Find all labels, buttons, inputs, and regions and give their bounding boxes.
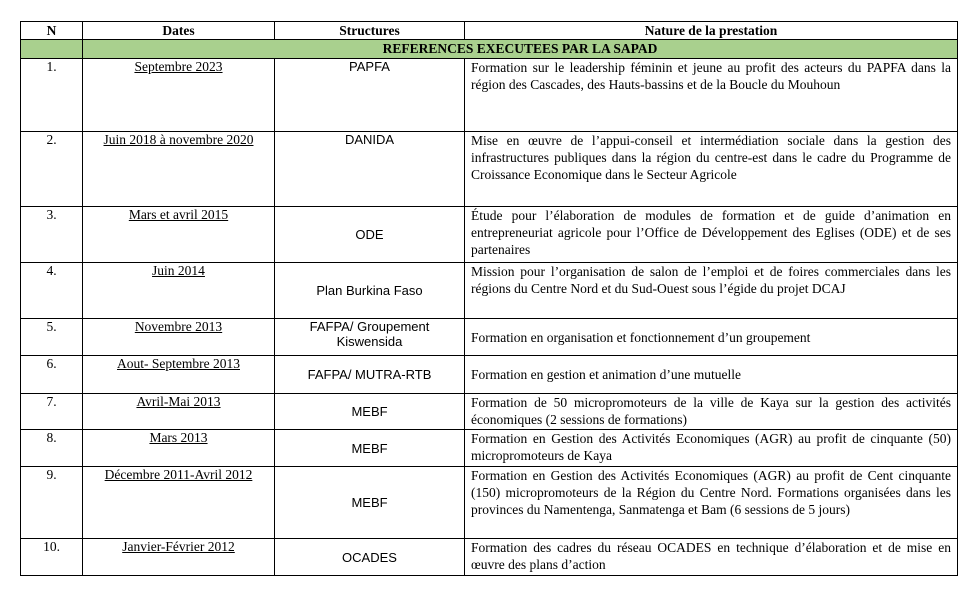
row-nature: Mission pour l’organisation de salon de l’emploi et de foires commerciales dans les régions du Centre Nord et du Sud-Ouest sous l’égide du projet DCAJ [465,263,958,319]
row-structure: OCADES [275,539,465,576]
row-number: 10. [21,539,83,576]
row-structure: MEBF [275,430,465,467]
row-structure: FAFPA/ Groupement Kiswensida [275,319,465,356]
row-structure: DANIDA [275,132,465,207]
section-row [21,40,958,59]
row-nature: Formation en gestion et animation d’une mutuelle [465,356,958,394]
table-row [21,59,958,132]
row-date: Juin 2014 [83,263,275,319]
table-row [21,539,958,576]
row-nature: Étude pour l’élaboration de modules de formation et de guide d’animation en entrepreneuriat agricole pour l’Office de Développement des Eglises (ODE) et de ses partenaires [465,207,958,263]
row-number: 9. [21,467,83,539]
row-date: Mars et avril 2015 [83,207,275,263]
row-date: Novembre 2013 [83,319,275,356]
table-row [21,467,958,539]
row-number: 3. [21,207,83,263]
row-structure: MEBF [275,394,465,430]
header-row [21,22,958,40]
row-date: Aout- Septembre 2013 [83,356,275,394]
row-date: Septembre 2023 [83,59,275,132]
row-number: 6. [21,356,83,394]
table-row [21,356,958,394]
header-nature: Nature de la prestation [465,22,958,40]
row-nature: Formation des cadres du réseau OCADES en technique d’élaboration et de mise en œuvre des plans d’action [465,539,958,576]
row-structure: MEBF [275,467,465,539]
table-row [21,394,958,430]
row-structure: PAPFA [275,59,465,132]
row-structure: FAFPA/ MUTRA-RTB [275,356,465,394]
table-row [21,132,958,207]
row-number: 5. [21,319,83,356]
table-row [21,263,958,319]
row-nature: Formation en Gestion des Activités Economiques (AGR) au profit de Cent cinquante (150) micropromoteurs de la Région du Centre Nord. Formations organisées dans les provinces du Namentenga, Sanmatenga et Bam (6 sessions de 5 jours) [465,467,958,539]
row-date: Juin 2018 à novembre 2020 [83,132,275,207]
row-date: Mars 2013 [83,430,275,467]
row-number: 7. [21,394,83,430]
row-nature: Formation en organisation et fonctionnement d’un groupement [465,319,958,356]
row-nature: Formation en Gestion des Activités Economiques (AGR) au profit de cinquante (50) micropromoteurs de Kaya [465,430,958,467]
row-structure: Plan Burkina Faso [275,263,465,319]
header-structures: Structures [275,22,465,40]
row-date: Avril-Mai 2013 [83,394,275,430]
header-dates: Dates [83,22,275,40]
section-title: REFERENCES EXECUTEES PAR LA SAPAD [83,40,958,59]
row-date: Janvier-Février 2012 [83,539,275,576]
row-number: 4. [21,263,83,319]
table-row [21,319,958,356]
row-date: Décembre 2011-Avril 2012 [83,467,275,539]
row-number: 8. [21,430,83,467]
row-number: 2. [21,132,83,207]
row-number: 1. [21,59,83,132]
row-nature: Mise en œuvre de l’appui-conseil et intermédiation sociale dans la gestion des infrastructures publiques dans la région du centre-est dans le cadre du Programme de Croissance Economique dans le Secteur Agricole [465,132,958,207]
header-n: N [21,22,83,40]
table-row [21,207,958,263]
row-structure: ODE [275,207,465,263]
table-row [21,430,958,467]
row-nature: Formation sur le leadership féminin et jeune au profit des acteurs du PAPFA dans la région des Cascades, des Hauts-bassins et de la Boucle du Mouhoun [465,59,958,132]
references-table [20,21,958,576]
row-nature: Formation de 50 micropromoteurs de la ville de Kaya sur la gestion des activités économiques (2 sessions de formations) [465,394,958,430]
